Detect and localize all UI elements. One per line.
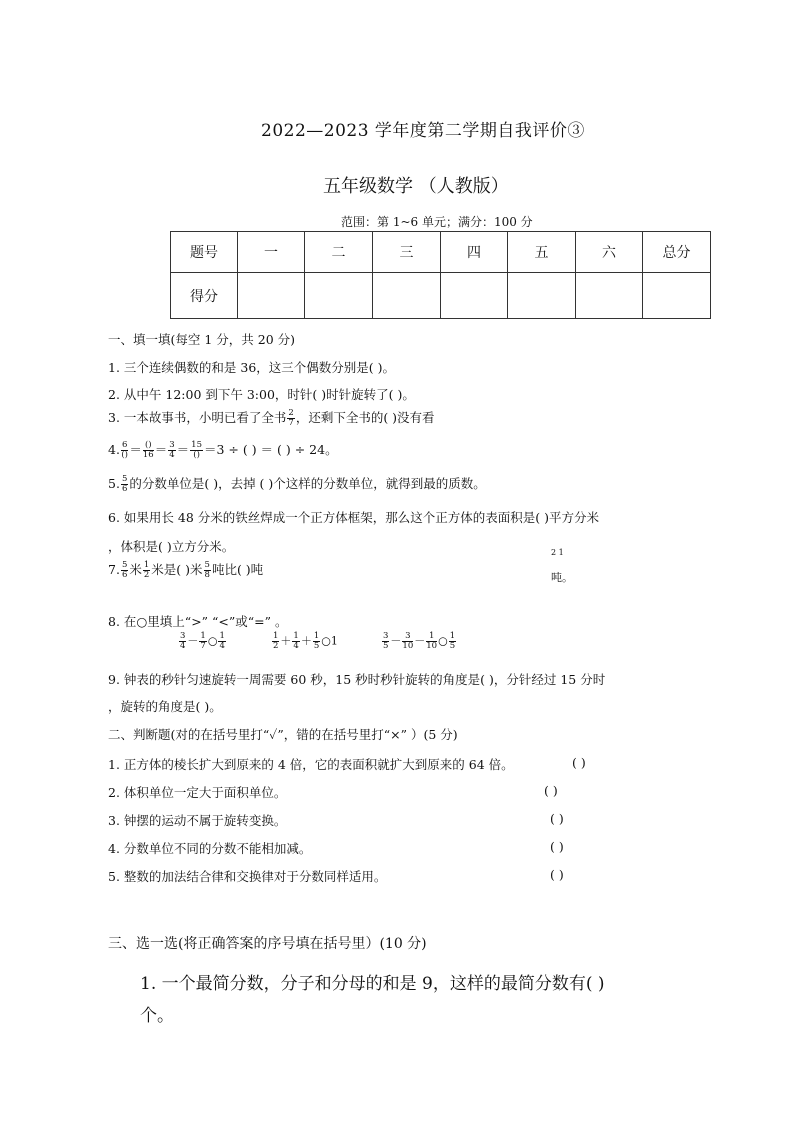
score-cell: 三 <box>373 232 441 273</box>
score-input-cell[interactable] <box>238 273 305 319</box>
score-cell: 五 <box>508 232 576 273</box>
comparison-expression: $\frac{1}{2}$ ＋ $\frac{1}{4}$ ＋ $\frac{1}{5}$ ○1 <box>273 631 338 651</box>
score-cell: 题号 <box>171 232 238 273</box>
score-cell: 总分 <box>643 232 711 273</box>
judge-item: 5. 整数的加法结合律和交换律对于分数同样适用。 <box>108 869 387 884</box>
stray-text: 2 1 <box>551 548 564 557</box>
answer-paren[interactable]: ( ) <box>550 839 564 854</box>
question-number: 7. <box>108 562 120 577</box>
answer-paren[interactable]: ( ) <box>544 783 558 798</box>
question: 8. 在○里填上“>” “<”或“=” 。 <box>108 614 288 629</box>
score-input-cell[interactable] <box>441 273 508 319</box>
question-text: 的分数单位是( )，去掉 ( )个这样的分数单位，就得到最的质数。 <box>129 476 486 491</box>
question: 4. 6 () ＝ () 16 ＝ $\frac{3}{4}$ ＝ 15 () ＝3 ÷ ( ) ＝ ( ) ÷ 24。 <box>108 440 338 460</box>
exam-subtitle: 五年级数学 （人教版） <box>323 176 509 197</box>
question: 6. 如果用长 48 分米的铁丝焊成一个正方体框架，那么这个正方体的表面积是( )平方分米 <box>108 510 599 525</box>
section-heading: 三、选一选(将正确答案的序号填在括号里）(10 分) <box>108 936 427 952</box>
score-table <box>170 231 711 319</box>
score-input-cell[interactable] <box>508 273 576 319</box>
comparison-expression: $\frac{3}{5}$ － $\frac{3}{10}$ － $\frac{1}{10}$ ○ $\frac{1}{5}$ <box>383 631 456 651</box>
score-cell: 六 <box>576 232 643 273</box>
answer-paren[interactable]: ( ) <box>572 755 586 770</box>
question: ，体积是( )立方分米。 <box>108 539 235 554</box>
answer-paren[interactable]: ( ) <box>550 867 564 882</box>
stray-text: 吨。 <box>551 571 573 584</box>
question-text: ＝3 ÷ ( ) ＝ ( ) ÷ 24。 <box>203 442 338 457</box>
score-table-header-row <box>171 232 711 273</box>
judge-item: 4. 分数单位不同的分数不能相加减。 <box>108 841 312 856</box>
fraction: 6 () <box>121 440 128 460</box>
question: 1. 一个最简分数，分子和分母的和是 9，这样的最简分数有( ) <box>140 974 605 994</box>
fraction: () 16 <box>142 440 154 460</box>
fraction: $\frac{1}{2}$ <box>143 560 150 580</box>
fraction: 15 () <box>191 440 202 460</box>
question: 7. $\frac{5}{6}$ 米 $\frac{1}{2}$ 米是( )米 $\frac{5}{8}$ 吨比( )吨 <box>108 560 264 580</box>
score-cell: 四 <box>441 232 508 273</box>
exam-title: 2022—2023 学年度第二学期自我评价③ <box>261 121 585 141</box>
comparison-expression: $\frac{3}{4}$ － $\frac{1}{7}$ ○ $\frac{1}{4}$ <box>180 631 225 651</box>
score-cell: 一 <box>238 232 305 273</box>
score-cell: 二 <box>305 232 373 273</box>
question-number: 5. <box>108 476 120 491</box>
question: 2. 从中午 12:00 到下午 3:00，时针( )时针旋转了( )。 <box>108 387 415 402</box>
answer-paren[interactable]: ( ) <box>550 811 564 826</box>
fraction: $\frac{5}{6}$ <box>121 560 128 580</box>
score-input-cell[interactable] <box>576 273 643 319</box>
score-input-cell[interactable] <box>643 273 711 319</box>
section-heading: 二、判断题(对的在括号里打“✓”，错的在括号里打“×” ）(5 分) <box>108 727 458 742</box>
question <box>108 408 435 428</box>
score-input-cell[interactable] <box>373 273 441 319</box>
section-heading: 一、填一填(每空 1 分，共 20 分) <box>108 332 296 347</box>
judge-item: 1. 正方体的棱长扩大到原来的 4 倍，它的表面积就扩大到原来的 64 倍。 <box>108 757 514 772</box>
fraction: $\frac{5}{8}$ <box>204 560 210 580</box>
question: ，旋转的角度是( )。 <box>108 699 222 714</box>
question: 1. 三个连续偶数的和是 36，这三个偶数分别是( )。 <box>108 360 396 375</box>
fraction: $\frac{3}{4}$ <box>169 440 175 460</box>
question-text: 3. 一本故事书，小明已看了全书 <box>108 410 287 425</box>
judge-item: 3. 钟摆的运动不属于旋转变换。 <box>108 813 287 828</box>
score-input-cell[interactable] <box>305 273 373 319</box>
score-table-score-row <box>171 273 711 319</box>
fraction: $\frac{5}{6}$ <box>121 474 128 494</box>
fraction: $\frac{2}{7}$ <box>288 408 294 428</box>
question: 9. 钟表的秒针匀速旋转一周需要 60 秒，15 秒时秒针旋转的角度是( )，分针经过 15 分时 <box>108 672 606 687</box>
score-cell: 得分 <box>171 273 238 319</box>
exam-range: 范围：第 1~6 单元；满分：100 分 <box>341 215 533 229</box>
question-text: ，还剩下全书的( )没有看 <box>295 410 435 425</box>
question-number: 4. <box>108 442 120 457</box>
question <box>108 474 486 494</box>
judge-item: 2. 体积单位一定大于面积单位。 <box>108 785 287 800</box>
question: 个。 <box>140 1006 174 1026</box>
